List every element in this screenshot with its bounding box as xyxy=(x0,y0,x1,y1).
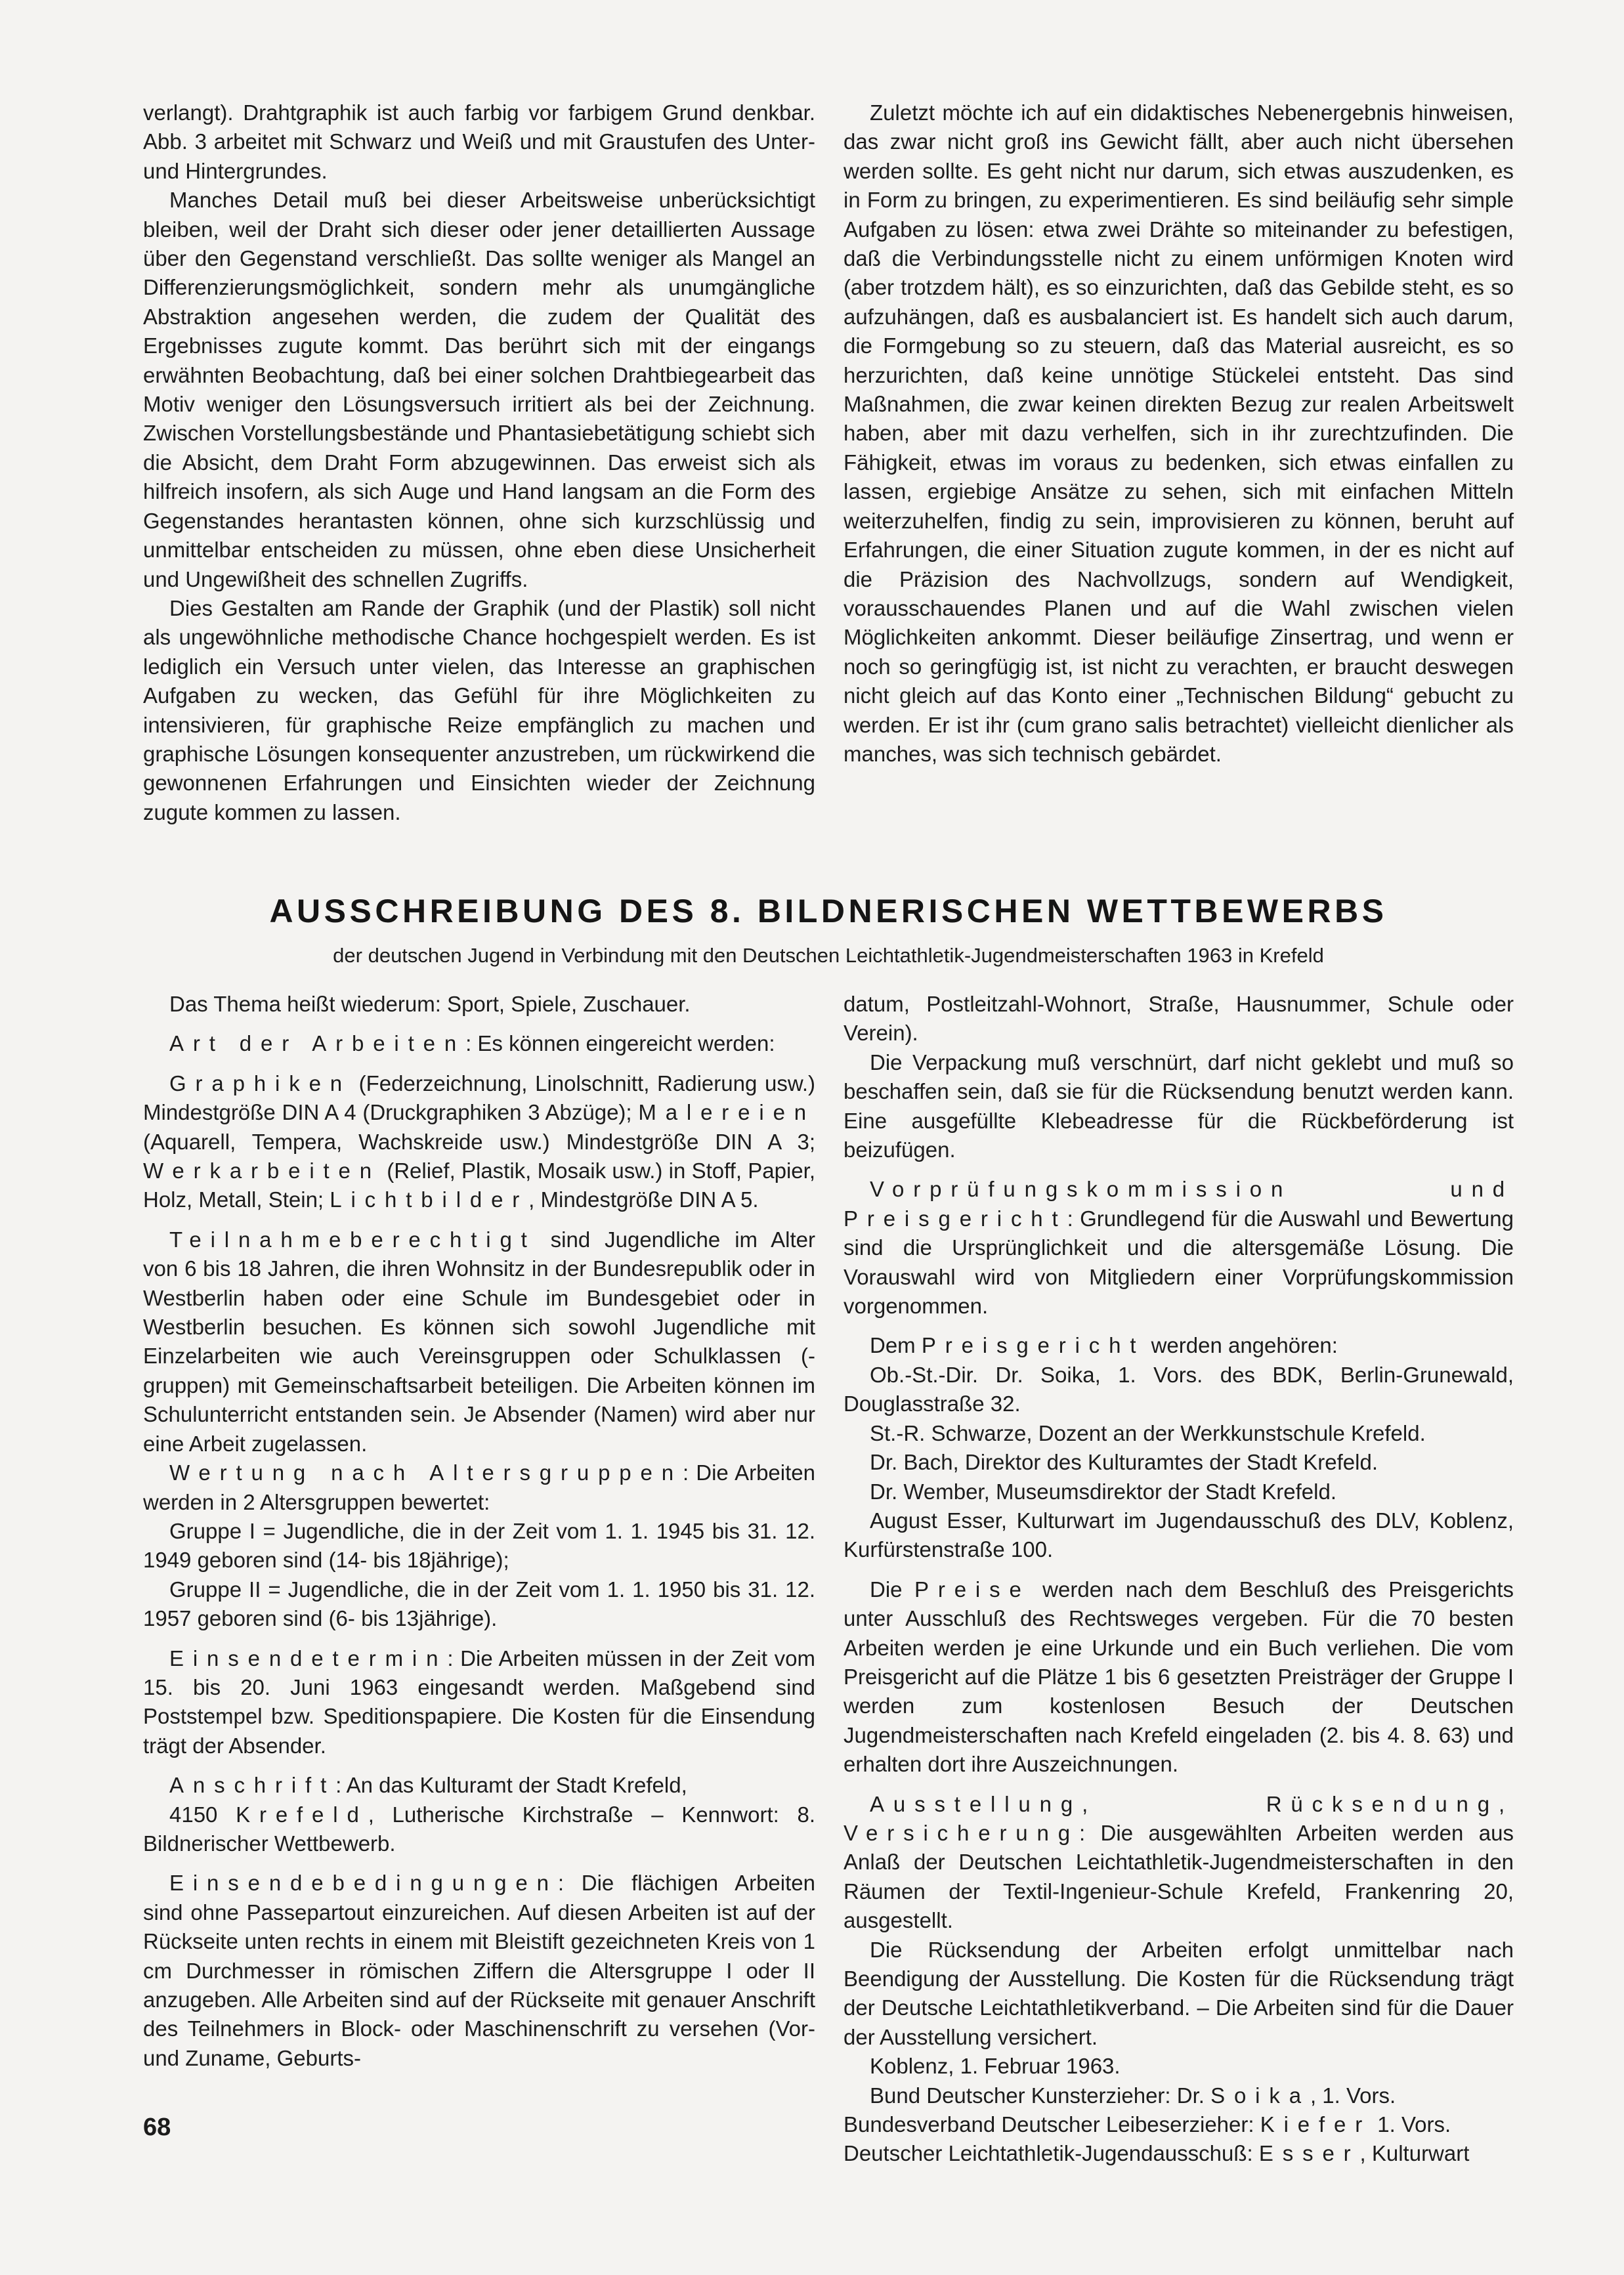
jury-member: Ob.-St.-Dir. Dr. Soika, 1. Vors. des BDK, Berlin-Grunewald, Douglasstraße 32. xyxy=(844,1362,1514,1416)
paragraph: verlangt). Drahtgraphik ist auch farbig vor farbigem Grund denkbar. Abb. 3 arbeitet mit Schwarz und Weiß und mit Graustufen des Unter- und Hintergrundes. xyxy=(143,100,815,183)
announcement-left-column xyxy=(143,990,815,2073)
paragraph-jury: Vorprüfungskommission und Preisgericht: Grundlegend für die Auswahl und Bewertung sind die Ursprünglichkeit und die altersgemäße Lösung. Die Vorauswahl wird von Mitgliedern einer Vorprüfungskommission vorgenommen. xyxy=(844,1177,1514,1319)
signature-line: Deutscher Leichtathletik-Jugendausschuß: Esser, Kulturwart xyxy=(844,2141,1470,2166)
paragraph: Manches Detail muß bei dieser Arbeitsweise unberücksichtigt bleiben, weil der Draht sich dieser oder jener detaillierten Aussage über den Gegenstand verschließt. Das sollte weniger als Mangel an Differenzierungsmöglichkeit, sondern mehr als unumgängliche Abstraktion angesehen werden, die zudem der Qualität des Ergebnisses zugute kommt. Das berührt sich mit der eingangs erwähnten Beobachtung, daß bei einer solchen Drahtbiegearbeit das Motiv weniger den Lösungsversuch irritiert als bei der Zeichnung. Zwischen Vorstellungsbestände und Phantasiebetätigung schiebt sich die Absicht, dem Draht Form abzugewinnen. Das erweist sich als hilfreich insofern, als sich Auge und Hand langsam an die Form des Gegenstandes herantasten können, ohne sich kurzschlüssig und unmittelbar entscheiden zu müssen, ohne eben diese Unsicherheit und Ungewißheit des schnellen Zugriffs. xyxy=(143,188,815,591)
paragraph-group-2: Gruppe II = Jugendliche, die in der Zeit vom 1. 1. 1950 bis 31. 12. 1957 geboren sind (6- bis 13jährige). xyxy=(143,1577,815,1631)
paragraph-rating: Wertung nach Altersgruppen: Die Arbeiten werden in 2 Altersgruppen bewertet: xyxy=(143,1460,815,1514)
announcement-right-column xyxy=(844,990,1514,2169)
paragraph-eligibility: Teilnahmeberechtigt sind Jugendliche im Alter von 6 bis 18 Jahren, die ihren Wohnsitz in der Bundesrepublik oder in Westberlin haben oder eine Schule im Bundesgebiet oder in Westberlin besuchen. Es können sich sowohl Jugendliche mit Einzelarbeiten wie auch Vereinsgruppen oder Schulklassen (-gruppen) mit Gemeinschaftsarbeit beteiligen. Die Arbeiten können im Schulunterricht entstanden sein. Je Absender (Namen) wird aber nur eine Arbeit zugelassen. xyxy=(143,1227,815,1456)
jury-member: Dr. Wember, Museumsdirektor der Stadt Krefeld. xyxy=(870,1479,1336,1504)
paragraph-packaging: Die Verpackung muß verschnürt, darf nicht geklebt und muß so beschaffen sein, daß sie für die Rücksendung benutzt werden kann. Eine ausgefüllte Klebeadresse für die Rückbeförderung ist beizufügen. xyxy=(844,1050,1514,1162)
paragraph-group-1: Gruppe I = Jugendliche, die in der Zeit vom 1. 1. 1945 bis 31. 12. 1949 geboren sind (14- bis 18jährige); xyxy=(143,1518,815,1573)
paragraph-address-2: 4150 Krefeld, Lutherische Kirchstraße – Kennwort: 8. Bildnerischer Wettbewerb. xyxy=(143,1802,815,1856)
paragraph-deadline: Einsendetermin: Die Arbeiten müssen in der Zeit vom 15. bis 20. Juni 1963 eingesandt werden. Maßgebend sind Poststempel bzw. Speditionspapiere. Die Kosten für die Einsendung trägt der Absender. xyxy=(143,1646,815,1758)
signature-line: Bundesverband Deutscher Leibeserzieher: Kiefer 1. Vors. xyxy=(844,2112,1451,2137)
paragraph-return: Die Rücksendung der Arbeiten erfolgt unmittelbar nach Beendigung der Ausstellung. Die Kosten für die Rücksendung trägt der Deutsche Leichtathletikverband. – Die Arbeiten sind für die Dauer der Ausstellung versichert. xyxy=(844,1937,1514,2049)
announcement-subheading: der deutschen Jugend in Verbindung mit den Deutschen Leichtathletik-Jugendmeisterschaften 1963 in Krefeld xyxy=(333,944,1324,967)
date-line: Koblenz, 1. Februar 1963. xyxy=(870,2054,1121,2079)
paragraph-prizes: Die Preise werden nach dem Beschluß des Preisgerichts unter Ausschluß des Rechtsweges vergeben. Für die 70 besten Arbeiten werden je eine Urkunde und ein Buch verliehen. Die vom Preisgericht auf die Plätze 1 bis 6 gesetzten Preisträger der Gruppe I werden zum kostenlosen Besuch der Deutschen Jugendmeisterschaften nach Krefeld eingeladen (2. bis 4. 8. 63) und erhalten dort ihre Auszeichnungen. xyxy=(844,1577,1514,1777)
announcement-heading: AUSSCHREIBUNG DES 8. BILDNERISCHEN WETTBEWERBS xyxy=(269,893,1388,929)
page-number: 68 xyxy=(143,2114,171,2141)
paragraph-conditions: Einsendebedingungen: Die flächigen Arbeiten sind ohne Passepartout einzureichen. Auf diesen Arbeiten ist auf der Rückseite unten rechts in einem mit Bleistift gezeichneten Kreis von 1 cm Durchmesser in römischen Ziffern die Altersgruppe I oder II anzugeben. Alle Arbeiten sind auf der Rückseite mit genauer Anschrift des Teilnehmers in Block- oder Maschinenschrift zu versehen (Vor- und Zuname, Geburts- xyxy=(143,1871,815,2070)
paragraph-exhibition: Ausstellung, Rücksendung, Versicherung: Die ausgewählten Arbeiten werden aus Anlaß der Deutschen Leichtathletik-Jugendmeisterschaften in den Räumen der Textil-Ingenieur-Schule Krefeld, Frankenring 20, ausgestellt. xyxy=(844,1791,1514,1933)
article-left-column xyxy=(143,98,815,827)
paragraph-theme: Das Thema heißt wiederum: Sport, Spiele, Zuschauer. xyxy=(169,992,691,1016)
paragraph-art: Art der Arbeiten: Es können eingereicht werden: xyxy=(169,1031,775,1056)
paragraph: Dies Gestalten am Rande der Graphik (und der Plastik) soll nicht als ungewöhnliche methodische Chance hochgespielt werden. Es ist lediglich ein Versuch unter vielen, das Interesse an graphischen Aufgaben zu wecken, das Gefühl für ihre Möglichkeiten zu intensivieren, für graphische Reize empfänglich zu machen und graphische Lösungen konsequenter anzustreben, um rückwirkend die gewonnenen Erfahrungen und Einsichten wieder der Zeichnung zugute kommen zu lassen. xyxy=(143,595,815,824)
paragraph: Zuletzt möchte ich auf ein didaktisches Nebenergebnis hinweisen, das zwar nicht groß ins Gewicht fällt, aber auch nicht übersehen werden sollte. Es geht nicht nur darum, sich etwas auszudenken, es in Form zu bringen, zu experimentieren. Es sind beiläufig sehr simple Aufgaben zu lösen: etwa zwei Drähte so miteinander zu befestigen, daß die Verbindungsstelle nicht zu einem unförmigen Knoten wird (aber trotzdem hält), es so einzurichten, daß das Gebilde steht, es so aufzuhängen, daß es ausbalanciert ist. Es handelt sich auch darum, die Formgebung so zu steuern, daß das Material ausreicht, es so herzurichten, daß keine unnötige Stückelei entsteht. Das sind Maßnahmen, die zwar keinen direkten Bezug zur realen Arbeitswelt haben, aber mit dazu verhelfen, sich in ihr zurechtzufinden. Die Fähigkeit, etwas im voraus zu bedenken, sich etwas einfallen zu lassen, ergiebige Ansätze zu sehen, sich mit einfachen Mitteln weiterzuhelfen, findig zu sein, improvisieren zu können, beruht auf Erfahrungen, die einer Situation zugute kommen, in der es nicht auf die Präzision des Nachvollzugs, sondern auf Wendigkeit, vorausschauendes Planen und auf die Wahl zwischen vielen Möglichkeiten ankommt. Dieser beiläufige Zinsertrag, und wenn er noch so geringfügig ist, ist nicht zu verachten, er braucht deswegen nicht gleich auf das Konto einer „Technischen Bildung“ gebucht zu werden. Er ist ihr (cum grano salis betrachtet) vielleicht dienlicher als manches, was sich technisch gebärdet. xyxy=(844,100,1514,766)
jury-member: St.-R. Schwarze, Dozent an der Werkkunstschule Krefeld. xyxy=(870,1420,1426,1445)
paragraph-jury-members-intro: Dem Preisgericht werden angehören: xyxy=(870,1333,1338,1358)
article-right-column xyxy=(844,98,1514,769)
paragraph-works: Graphiken (Federzeichnung, Linolschnitt, Radierung usw.) Mindestgröße DIN A 4 (Druckgraphiken 3 Abzüge); Malereien (Aquarell, Tempera, Wachskreide usw.) Mindestgröße DIN A 3; Werkarbeiten (Relief, Plastik, Mosaik usw.) in Stoff, Papier, Holz, Metall, Stein; Lichtbilder, Mindestgröße DIN A 5. xyxy=(143,1071,815,1212)
signature-line: Bund Deutscher Kunsterzieher: Dr. Soika, 1. Vors. xyxy=(870,2083,1396,2108)
jury-member: August Esser, Kulturwart im Jugendausschuß des DLV, Koblenz, Kurfürstenstraße 100. xyxy=(844,1508,1514,1562)
paragraph-continuation: datum, Postleitzahl-Wohnort, Straße, Hausnummer, Schule oder Verein). xyxy=(844,992,1514,1046)
jury-member: Dr. Bach, Direktor des Kulturamtes der Stadt Krefeld. xyxy=(870,1450,1378,1475)
paragraph-address: Anschrift: An das Kulturamt der Stadt Krefeld, xyxy=(169,1773,687,1798)
